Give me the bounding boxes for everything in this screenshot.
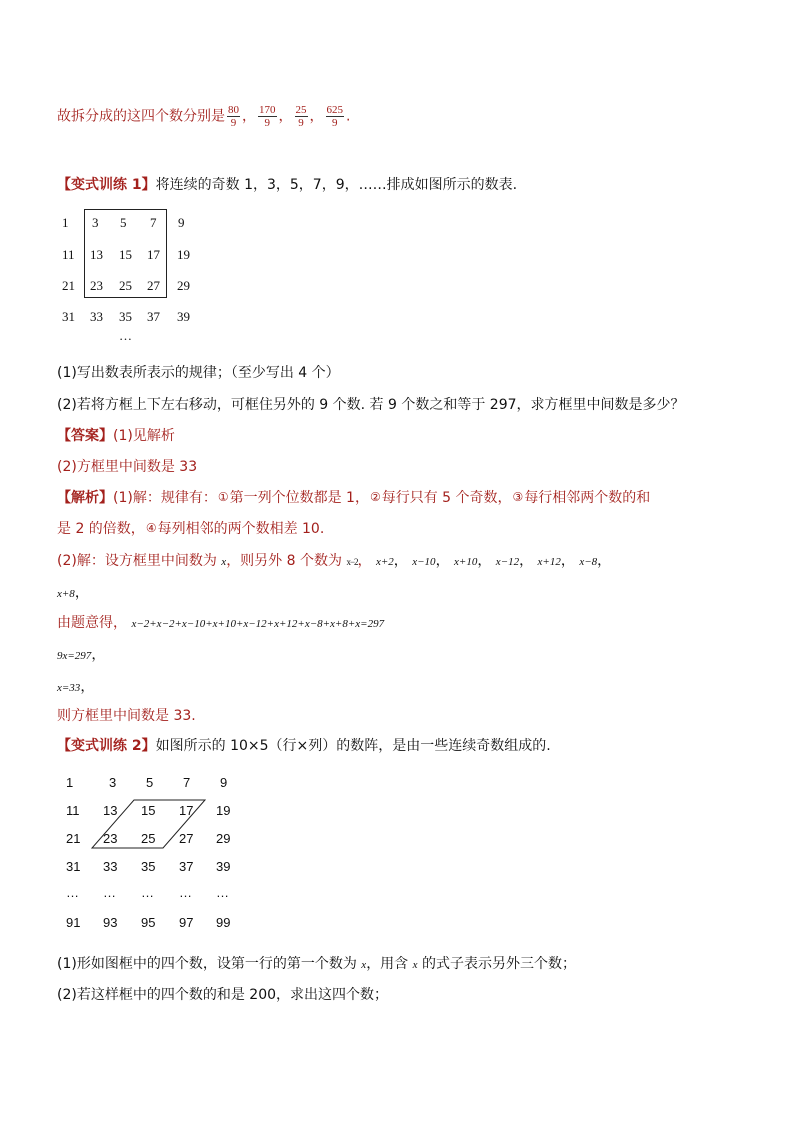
ex1-analysis-line-1: 【解析】(1)解：规律有：①第一列个位数都是 1，②每行只有 5 个奇数，③每行相邻两个数的和 [57, 490, 651, 506]
cell: 9 [178, 215, 185, 230]
fraction-1: $\frac{80}{9}$ [228, 104, 239, 129]
cell: 27 [147, 278, 160, 293]
cell: 5 [120, 215, 127, 230]
ex2-question-2: (2)若这样框中的四个数的和是 200，求出这四个数； [57, 987, 389, 1003]
cell: 29 [177, 278, 190, 293]
fraction-4: $\frac{625}{9}$ [326, 104, 343, 129]
cell: 11 [66, 803, 80, 818]
formula-term: x+12 [537, 556, 561, 568]
cell: 23 [90, 278, 103, 293]
cell: 35 [141, 859, 156, 874]
cell: … [179, 885, 192, 900]
ex1-conclusion: 则方框里中间数是 33. [57, 708, 196, 724]
cell: … [216, 885, 229, 900]
cell: 13 [103, 803, 118, 818]
cell: 35 [119, 309, 132, 324]
ex2-statement: 如图所示的 10×5（行×列）的数阵，是由一些连续奇数组成的. [155, 738, 551, 754]
ex2-question-1: (1)形如图框中的四个数，设第一行的第一个数为 x，用含 x 的式子表示另外三个数； [57, 956, 576, 972]
cell: 1 [66, 775, 74, 790]
circled-number-4: ④ [145, 521, 157, 535]
cell: 25 [141, 831, 156, 846]
formula-term: x+10 [454, 556, 478, 568]
cell: 7 [150, 215, 157, 230]
ex1-question-1: (1)写出数表所表示的规律；（至少写出 4 个） [57, 365, 340, 381]
cell: 19 [177, 247, 190, 262]
cell: 39 [177, 309, 190, 324]
formula-term: x−12 [495, 556, 520, 568]
cell: 15 [119, 247, 132, 262]
ex1-question-2: (2)若将方框上下左右移动，可框住另外的 9 个数. 若 9 个数之和等于 297，求方框里中间数是多少？ [57, 397, 685, 413]
ex1-equation-line: 由题意得， x−2+x−2+x−10+x+10+x−12+x+12+x−8+x+8+x=297 [57, 615, 385, 631]
ex1-tag: 【变式训练 1】 [57, 177, 156, 193]
cell: 1 [62, 215, 69, 230]
cell: 97 [179, 915, 194, 930]
cell: 21 [66, 831, 81, 846]
cell: 25 [119, 278, 132, 293]
ex1-statement: 将连续的奇数 1，3，5，7，9，……排成如图所示的数表. [155, 177, 518, 193]
formula-term: x−2 [346, 557, 358, 567]
cell: 17 [179, 803, 194, 818]
intro-text: 故拆分成的这四个数分别是 [57, 108, 225, 125]
cell: 19 [216, 803, 231, 818]
cell: 27 [179, 831, 194, 846]
cell: 21 [62, 278, 75, 293]
intro-line: 故拆分成的这四个数分别是 $\frac{80}{9}$ ， $\frac{170}{9}$ ， $\frac{25}{9}$ ， $\frac{625}{9}$ . [57, 104, 351, 129]
cell: 17 [147, 247, 160, 262]
analysis-tag: 【解析】 [57, 490, 113, 506]
answer-tag: 【答案】 [57, 428, 113, 444]
cell: 33 [103, 859, 118, 874]
cell: 31 [66, 859, 81, 874]
ex2-tag: 【变式训练 2】 [57, 738, 156, 754]
ex1-solution-2-line-2: x+8， [57, 585, 89, 601]
cell: 39 [216, 859, 231, 874]
fraction-2: $\frac{170}{9}$ [259, 104, 276, 129]
circled-number-3: ③ [512, 490, 524, 504]
cell: 15 [141, 803, 156, 818]
cell: 99 [216, 915, 231, 930]
cell: 9 [220, 775, 228, 790]
circled-number-1: ① [217, 490, 229, 504]
cell: 93 [103, 915, 118, 930]
cell: 29 [216, 831, 231, 846]
cell: 7 [183, 775, 191, 790]
formula-term: x−10 [412, 556, 436, 568]
cell: 23 [103, 831, 118, 846]
cell: 95 [141, 915, 156, 930]
cell: … [141, 885, 154, 900]
cell: 5 [146, 775, 154, 790]
cell: 37 [147, 309, 160, 324]
cell: 91 [66, 915, 81, 930]
cell: … [66, 885, 79, 900]
formula-term: x+2 [375, 556, 394, 568]
cell: 11 [62, 247, 75, 262]
formula-term: x+8 [57, 588, 75, 600]
ex1-answer-2: (2)方框里中间数是 33 [57, 459, 198, 475]
ex1-answer-1: 【答案】(1)见解析 [57, 428, 175, 444]
ex1-solution-2-line-1: (2)解：设方框里中间数为 x，则另外 8 个数为 x−2， x+2， x−10， x+10， x−12， x+12， x−8， [57, 553, 612, 569]
circled-number-2: ② [369, 490, 381, 504]
ex1-analysis-line-2: 是 2 的倍数，④每列相邻的两个数相差 10. [57, 521, 325, 537]
formula-term: x−8 [579, 556, 598, 568]
equation: x−2+x−2+x−10+x+10+x−12+x+12+x−8+x+8+x=297 [131, 618, 385, 630]
cell: 3 [92, 215, 99, 230]
table-ellipsis: … [119, 328, 132, 343]
fraction-3: $\frac{25}{9}$ [295, 104, 307, 129]
cell: 37 [179, 859, 194, 874]
cell: 31 [62, 309, 75, 324]
ex1-equation-2: 9x=297， [57, 647, 106, 663]
ex1-equation-3: x=33， [57, 679, 95, 695]
cell: 3 [109, 775, 117, 790]
cell: 13 [90, 247, 103, 262]
cell: … [103, 885, 116, 900]
cell: 33 [90, 309, 103, 324]
